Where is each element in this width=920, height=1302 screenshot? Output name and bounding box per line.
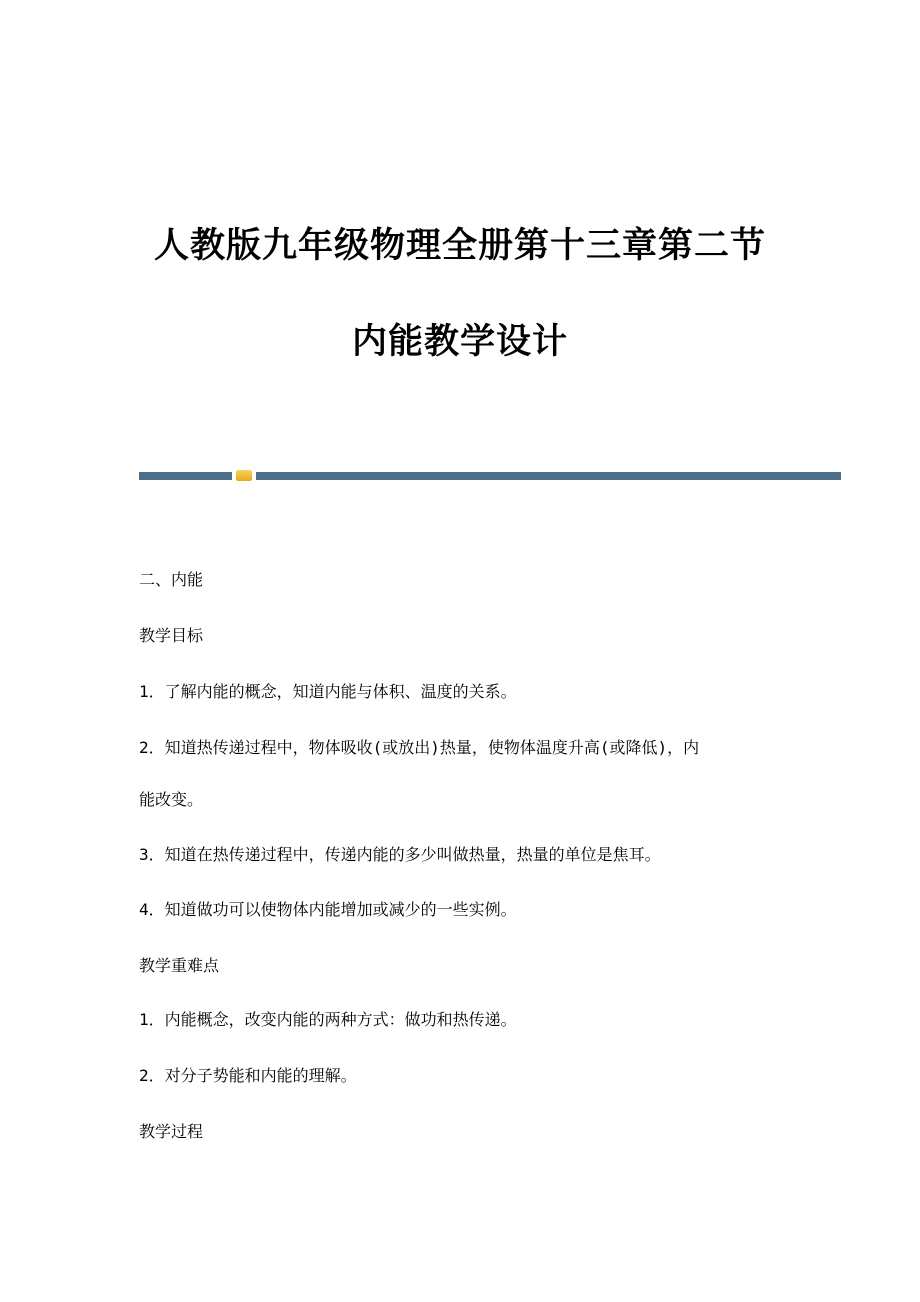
subheading: 教学过程 (139, 1122, 204, 1141)
document-title-line1: 人教版九年级物理全册第十三章第二节 (153, 225, 766, 266)
paragraph: 2．知道热传递过程中，物体吸收(或放出)热量，使物体温度升高(或降低)，内 (139, 738, 700, 757)
divider-ornament-icon (236, 470, 252, 481)
divider-right (256, 472, 841, 480)
paragraph: 1．了解内能的概念，知道内能与体积、温度的关系。 (139, 682, 517, 701)
paragraph: 1．内能概念，改变内能的两种方式：做功和热传递。 (139, 1010, 517, 1029)
document-title-line2: 内能教学设计 (351, 321, 568, 362)
divider-left (139, 472, 232, 480)
paragraph: 4．知道做功可以使物体内能增加或减少的一些实例。 (139, 900, 517, 919)
paragraph: 2．对分子势能和内能的理解。 (139, 1066, 357, 1085)
section-heading: 二、内能 (139, 570, 204, 589)
paragraph: 3．知道在热传递过程中，传递内能的多少叫做热量，热量的单位是焦耳。 (139, 845, 661, 864)
paragraph-continuation: 能改变。 (139, 790, 204, 809)
subheading: 教学重难点 (139, 956, 220, 975)
subheading: 教学目标 (139, 626, 204, 645)
